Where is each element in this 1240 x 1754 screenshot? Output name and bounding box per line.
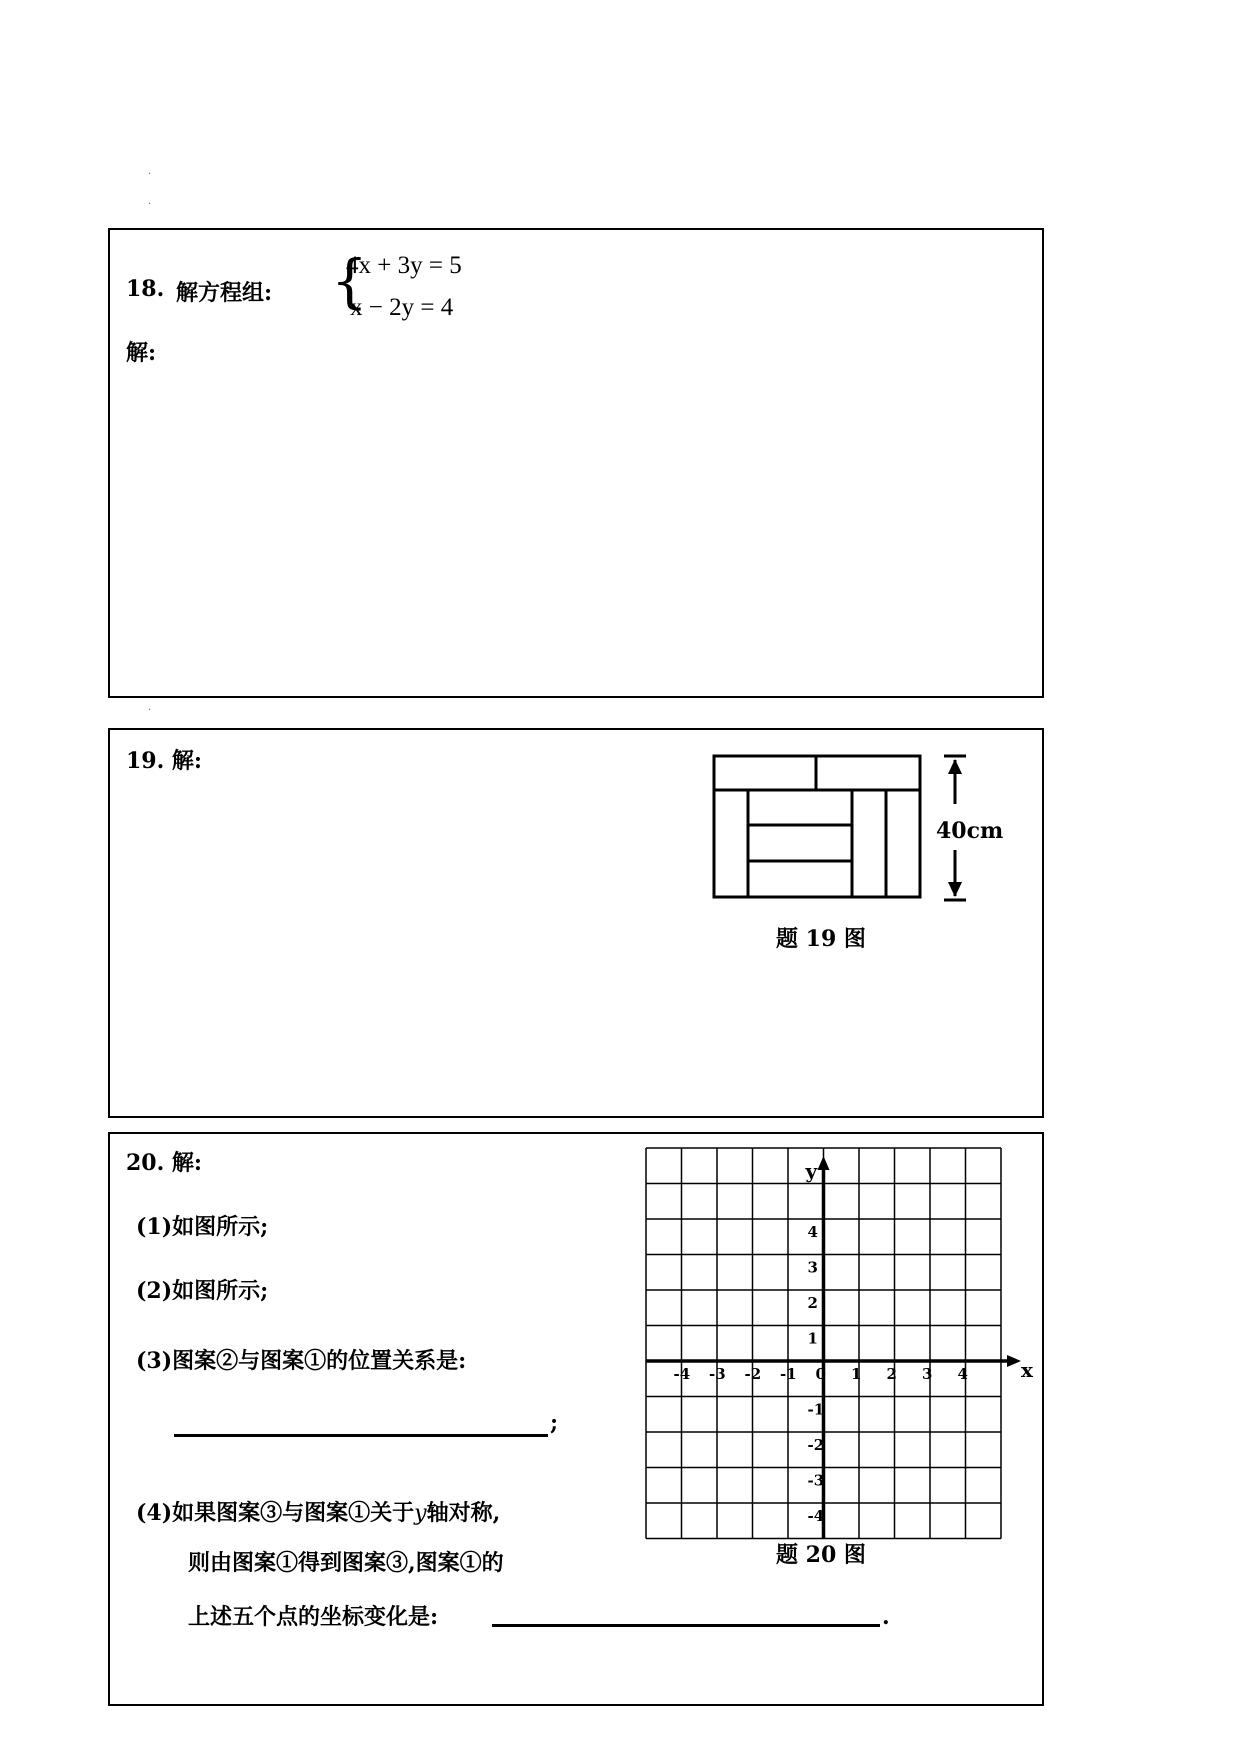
y-axis-arrow <box>818 1156 830 1170</box>
y-tick-label: 2 <box>807 1294 818 1312</box>
part-2: (2)如图所示; <box>136 1278 269 1304</box>
question-prompt: 解方程组: <box>176 280 273 306</box>
part-4-text: (4)如果图案③与图案①关于 <box>136 1500 415 1526</box>
x-tick-label: 0 <box>815 1365 826 1383</box>
y-tick-label: -4 <box>807 1507 825 1525</box>
x-tick-label: 4 <box>957 1365 968 1383</box>
y-tick-label: -2 <box>807 1436 825 1454</box>
figure-caption: 题 19 图 <box>776 926 866 952</box>
x-tick-label: -3 <box>709 1365 726 1383</box>
y-tick-label: -3 <box>807 1471 825 1490</box>
question-18-box <box>108 228 1044 698</box>
x-tick-label: -2 <box>744 1365 762 1383</box>
y-tick-label: 1 <box>807 1329 818 1348</box>
question-number: 18. <box>126 276 165 302</box>
x-axis-label: x <box>1021 1358 1033 1382</box>
part-4-line-2: 则由图案①得到图案③,图案①的 <box>188 1550 504 1576</box>
y-tick-label: -1 <box>807 1400 825 1419</box>
answer-blank-4[interactable] <box>492 1624 880 1627</box>
answer-blank-3[interactable] <box>174 1434 548 1437</box>
y-tick-label: 3 <box>807 1258 818 1277</box>
x-tick-label: 3 <box>922 1365 933 1383</box>
answer-label: 解: <box>126 340 157 366</box>
question-label: 19. 解: <box>126 748 203 774</box>
equation-2: x − 2y = 4 <box>350 294 454 321</box>
rectangle-tiling-figure <box>712 754 922 904</box>
question-20-box <box>108 1132 1044 1706</box>
punctuation: ; <box>550 1410 559 1436</box>
variable-y: y <box>414 1501 427 1526</box>
figure-caption: 题 20 图 <box>776 1542 866 1568</box>
dimension-label: 40cm <box>936 818 1004 844</box>
y-tick-label: 4 <box>807 1223 818 1241</box>
stray-mark: . <box>148 166 152 177</box>
equation-1: 4x + 3y = 5 <box>346 252 462 279</box>
x-axis-arrow <box>1007 1355 1021 1367</box>
x-tick-label: 2 <box>886 1365 897 1383</box>
stray-mark: . <box>148 702 152 713</box>
x-tick-label: 1 <box>851 1365 862 1383</box>
part-1: (1)如图所示; <box>136 1214 269 1240</box>
part-3: (3)图案②与图案①的位置关系是: <box>136 1348 467 1374</box>
punctuation: . <box>882 1604 890 1630</box>
question-label: 20. 解: <box>126 1150 203 1176</box>
equation-brace: { <box>331 247 368 315</box>
coordinate-grid <box>630 1144 1033 1525</box>
question-19-box <box>108 728 1044 1118</box>
part-4-text: 轴对称, <box>426 1500 501 1526</box>
x-tick-label: -4 <box>673 1365 691 1383</box>
y-axis-label: y <box>805 1159 818 1183</box>
x-tick-label: -1 <box>780 1365 797 1383</box>
part-4-line-3: 上述五个点的坐标变化是: <box>188 1604 439 1630</box>
stray-mark: . <box>148 196 152 207</box>
part-4-line-1 <box>136 1496 500 1527</box>
